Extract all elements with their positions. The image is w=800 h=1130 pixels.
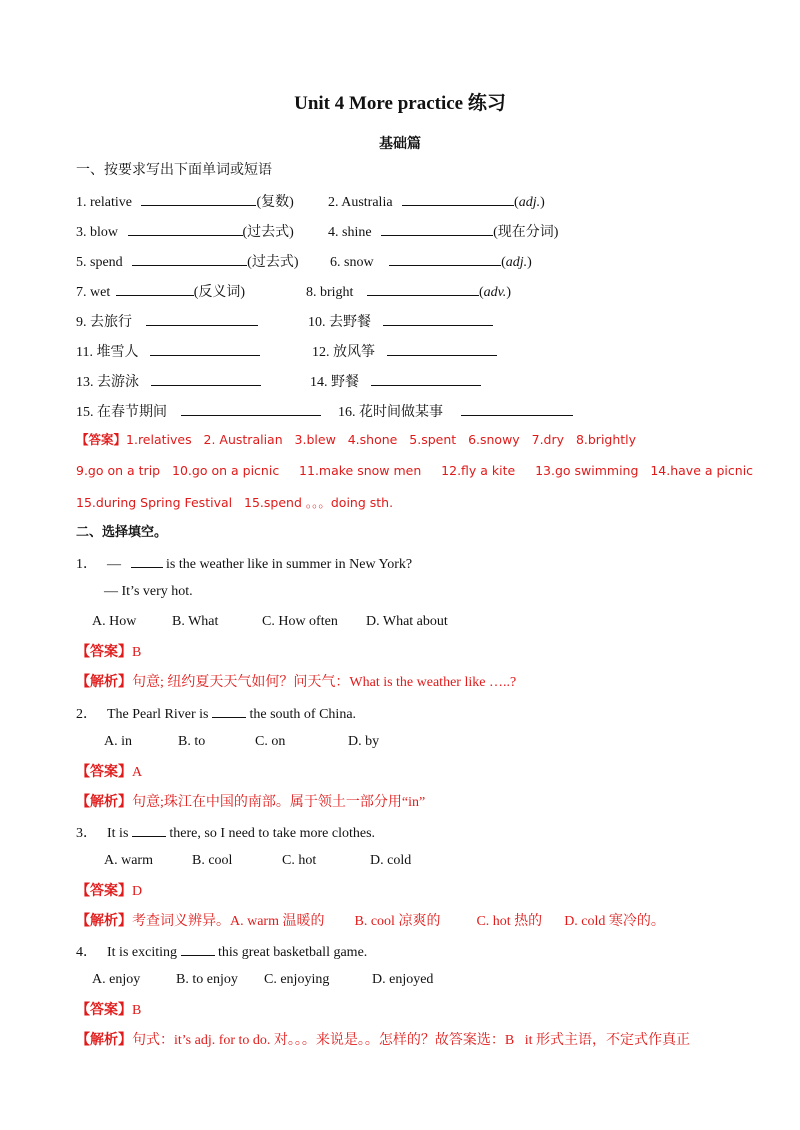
question-1-option-b: B. What [172, 614, 219, 629]
vocab-item: 7. wet (反义词) [76, 282, 245, 302]
question-3-stem: 3． It is there, so I need to take more clothes. [76, 823, 375, 843]
vocab-item: 12. 放风筝 [312, 342, 497, 362]
section1-answer-line2: 9.go on a trip 10.go on a picnic 11.make snow men 12.fly a kite 13.go swimming 14.have a picnic [76, 463, 754, 478]
question-2-option-c: C. on [255, 734, 286, 749]
vocab-item: 3. blow (过去式) [76, 222, 294, 242]
question-4-option-d: D. enjoyed [372, 972, 434, 987]
question-2-analysis: 【解析】句意;珠江在中国的南部。属于领土一部分用“in” [76, 794, 426, 810]
question-2-option-d: D. by [348, 734, 380, 749]
section1-heading: 一、按要求写出下面单词或短语 [76, 163, 272, 178]
vocab-item: 11. 堆雪人 [76, 342, 260, 362]
page-title: Unit 4 More practice 练习 [294, 93, 506, 114]
vocab-item: 9. 去旅行 [76, 312, 258, 332]
vocab-item: 16. 花时间做某事 [338, 402, 573, 422]
question-3-option-b: B. cool [192, 853, 233, 868]
section1-answer-line3: 15.during Spring Festival 15.spend 。。。doing sth. [76, 495, 394, 510]
question-1-option-d: D. What about [366, 614, 448, 629]
vocab-item: 10. 去野餐 [308, 312, 493, 332]
question-1-answer: 【答案】B [76, 644, 142, 660]
question-3-option-c: C. hot [282, 853, 317, 868]
question-2-answer: 【答案】A [76, 764, 143, 780]
vocab-item: 4. shine (现在分词) [328, 222, 558, 242]
question-2-option-b: B. to [178, 734, 206, 749]
question-1-stem: 1． — is the weather like in summer in New York? [76, 554, 412, 574]
question-1-option-c: C. How often [262, 614, 338, 629]
question-4-option-c: C. enjoying [264, 972, 330, 987]
question-4-option-b: B. to enjoy [176, 972, 238, 987]
question-3-option-a: A. warm [104, 853, 153, 868]
vocab-item: 13. 去游泳 [76, 372, 261, 392]
question-2-stem: 2． The Pearl River is the south of China. [76, 704, 356, 724]
question-4-option-a: A. enjoy [92, 972, 141, 987]
question-4-answer: 【答案】B [76, 1002, 142, 1018]
question-4-analysis: 【解析】句式：it’s adj. for to do. 对。。。来说是。。怎样的？故答案选：B it 形式主语，不定式作真正 [76, 1032, 691, 1048]
question-1-analysis: 【解析】句意; 纽约夏天天气如何？问天气：What is the weather like …..? [76, 674, 517, 690]
vocab-item: 5. spend (过去式) [76, 252, 299, 272]
vocab-item: 15. 在春节期间 [76, 402, 321, 422]
question-1-option-a: A. How [92, 614, 137, 629]
vocab-item: 2. Australia (adj.) [328, 192, 545, 212]
section1-answer-line1: 【答案】1.relatives 2. Australian 3.blew 4.shone 5.spent 6.snowy 7.dry 8.brightly [76, 432, 637, 447]
vocab-item: 1. relative (复数) [76, 192, 294, 212]
vocab-item: 8. bright (adv.) [306, 282, 511, 302]
section2-heading: 二、选择填空。 [76, 525, 168, 540]
question-4-stem: 4． It is exciting this great basketball game. [76, 942, 367, 962]
question-2-option-a: A. in [104, 734, 132, 749]
section-level-title: 基础篇 [379, 136, 421, 152]
question-1-reply: — It’s very hot. [104, 584, 193, 599]
question-3-answer: 【答案】D [76, 883, 143, 899]
vocab-item: 14. 野餐 [310, 372, 481, 392]
question-3-option-d: D. cold [370, 853, 412, 868]
vocab-item: 6. snow (adj.) [330, 252, 532, 272]
question-3-analysis: 【解析】考查词义辨异。A. warm 温暖的 B. cool 凉爽的 C. hot 热的 D. cold 寒冷的。 [76, 913, 665, 929]
